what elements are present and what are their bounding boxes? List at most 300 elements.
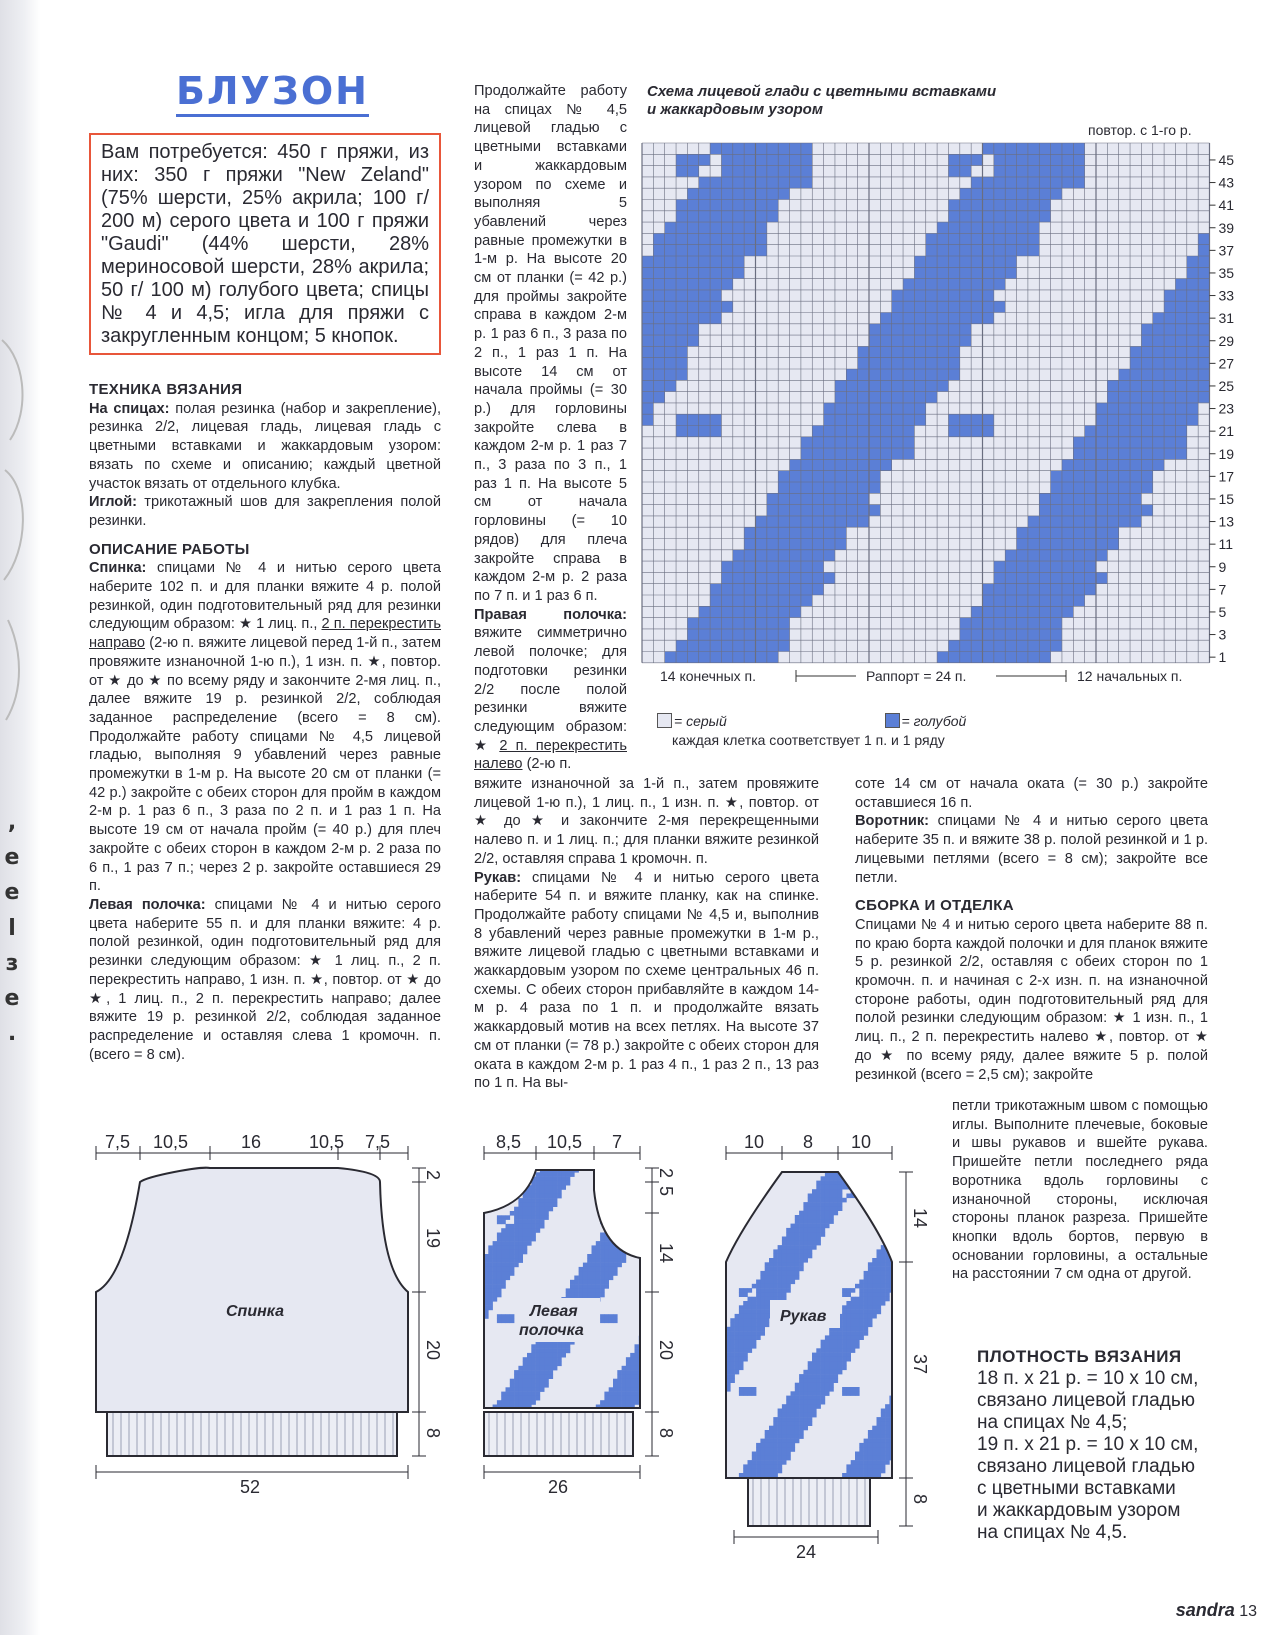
motif-cell	[630, 1400, 635, 1405]
motif-cell	[743, 1305, 748, 1310]
motif-cell	[739, 1348, 744, 1353]
chart-cell	[1085, 584, 1096, 595]
motif-cell	[864, 1331, 869, 1336]
chart-cell	[1073, 572, 1084, 583]
chart-cell	[824, 256, 835, 267]
chart-cell	[653, 539, 664, 550]
chart-cell	[1096, 313, 1107, 324]
motif-cell	[583, 1280, 588, 1285]
chart-cell	[1005, 584, 1016, 595]
chart-cell	[767, 177, 778, 188]
motif-cell	[821, 1353, 826, 1358]
chart-cell	[1130, 143, 1141, 154]
motif-cell	[622, 1379, 627, 1384]
chart-cell	[653, 256, 664, 267]
motif-cell	[549, 1198, 554, 1203]
chart-cell	[812, 267, 823, 278]
motif-cell	[497, 1271, 502, 1276]
motif-cell	[557, 1194, 562, 1199]
motif-cell	[592, 1288, 597, 1293]
back-side-dim-3: 20	[423, 1340, 443, 1361]
chart-cell	[756, 267, 767, 278]
chart-cell	[914, 358, 925, 369]
motif-cell	[769, 1434, 774, 1439]
chart-cell	[1119, 346, 1130, 357]
chart-cell	[1153, 471, 1164, 482]
chart-cell	[1073, 211, 1084, 222]
chart-cell	[903, 380, 914, 391]
chart-cell	[687, 618, 698, 629]
chart-cell	[721, 188, 732, 199]
front-side-dim-4: 20	[656, 1340, 676, 1361]
chart-cell	[846, 584, 857, 595]
motif-cell	[743, 1314, 748, 1319]
motif-cell	[739, 1353, 744, 1358]
chart-cell	[880, 279, 891, 290]
chart-cell	[812, 426, 823, 437]
chart-cell	[687, 505, 698, 516]
motif-cell	[735, 1340, 740, 1345]
motif-cell	[803, 1421, 808, 1426]
chart-cell	[914, 595, 925, 606]
chart-cell	[801, 313, 812, 324]
motif-cell	[816, 1370, 821, 1375]
motif-cell	[518, 1383, 523, 1388]
motif-cell	[600, 1241, 605, 1246]
row-label: 41	[1218, 197, 1235, 214]
motif-cell	[609, 1271, 614, 1276]
chart-cell	[880, 200, 891, 211]
chart-cell	[824, 640, 835, 651]
chart-cell	[1073, 482, 1084, 493]
motif-cell	[812, 1232, 817, 1237]
motif-cell	[855, 1469, 860, 1474]
motif-cell	[596, 1250, 601, 1255]
motif-cell	[778, 1258, 783, 1263]
chart-cell	[1198, 222, 1209, 233]
motif-cell	[760, 1452, 765, 1457]
chart-cell	[1198, 426, 1209, 437]
chart-cell	[937, 380, 948, 391]
chart-cell	[721, 380, 732, 391]
chart-cell	[687, 233, 698, 244]
chart-cell	[1175, 640, 1186, 651]
chart-cell	[948, 437, 959, 448]
motif-cell	[506, 1241, 511, 1246]
motif-cell	[821, 1374, 826, 1379]
chart-cell	[756, 245, 767, 256]
motif-cell	[829, 1357, 834, 1362]
chart-cell	[824, 539, 835, 550]
chart-cell	[721, 211, 732, 222]
chart-cell	[699, 482, 710, 493]
chart-cell	[767, 606, 778, 617]
chart-cell	[937, 606, 948, 617]
back-side-dim-1: 2	[423, 1170, 443, 1181]
chart-cell	[744, 392, 755, 403]
motif-cell	[799, 1374, 804, 1379]
motif-cell	[730, 1189, 735, 1194]
chart-cell	[1005, 245, 1016, 256]
chart-cell	[846, 482, 857, 493]
chart-cell	[835, 640, 846, 651]
motif-cell	[773, 1421, 778, 1426]
row-label: 7	[1218, 581, 1227, 598]
motif-cell	[769, 1280, 774, 1285]
motif-cell	[765, 1443, 770, 1448]
motif-cell	[803, 1202, 808, 1207]
motif-cell	[501, 1267, 506, 1272]
knitting-chart	[0, 0, 1275, 720]
chart-cell	[937, 256, 948, 267]
chart-cell	[1130, 516, 1141, 527]
chart-cell	[892, 256, 903, 267]
motif-cell	[549, 1374, 554, 1379]
motif-cell	[518, 1228, 523, 1233]
motif-cell	[561, 1344, 566, 1349]
chart-cell	[903, 550, 914, 561]
chart-cell	[744, 437, 755, 448]
motif-cell	[617, 1207, 622, 1212]
chart-cell	[994, 448, 1005, 459]
chart-cell	[1073, 358, 1084, 369]
motif-cell	[622, 1370, 627, 1375]
chart-cell	[914, 629, 925, 640]
chart-cell	[1153, 584, 1164, 595]
chart-cell	[846, 392, 857, 403]
chart-cell	[1141, 279, 1152, 290]
motif-cell	[630, 1379, 635, 1384]
motif-cell	[635, 1400, 640, 1405]
chart-bottom-labels	[660, 668, 1182, 684]
chart-cell	[790, 166, 801, 177]
chart-cell	[756, 301, 767, 312]
chart-cell	[835, 267, 846, 278]
motif-cell	[791, 1404, 796, 1409]
chart-cell	[914, 516, 925, 527]
chart-cell	[1164, 426, 1175, 437]
motif-cell	[735, 1314, 740, 1319]
chart-cell	[790, 346, 801, 357]
chart-cell	[801, 200, 812, 211]
chart-cell	[1051, 346, 1062, 357]
chart-cell	[926, 380, 937, 391]
chart-cell	[778, 324, 789, 335]
chart-cell	[892, 335, 903, 346]
chart-cell	[1062, 572, 1073, 583]
chart-cell	[937, 618, 948, 629]
motif-cell	[808, 1400, 813, 1405]
chart-cell	[1187, 211, 1198, 222]
chart-cell	[926, 403, 937, 414]
motif-cell	[760, 1284, 765, 1289]
motif-cell	[825, 1215, 830, 1220]
motif-cell	[795, 1258, 800, 1263]
work-heading: ОПИСАНИЕ РАБОТЫ	[89, 540, 250, 558]
motif-cell	[518, 1198, 523, 1203]
chart-cell	[1096, 629, 1107, 640]
chart-cell	[1085, 188, 1096, 199]
chart-cell	[1096, 516, 1107, 527]
chart-cell	[1062, 279, 1073, 290]
motif-cell	[834, 1340, 839, 1345]
chart-cell	[1039, 279, 1050, 290]
chart-cell	[869, 392, 880, 403]
chart-cell	[790, 482, 801, 493]
chart-cell	[880, 267, 891, 278]
motif-cell	[626, 1207, 631, 1212]
motif-cell	[514, 1392, 519, 1397]
chart-cell	[994, 188, 1005, 199]
motif-cell	[518, 1387, 523, 1392]
motif-cell	[773, 1262, 778, 1267]
chart-cell	[699, 245, 710, 256]
chart-cell	[1039, 584, 1050, 595]
chart-cell	[1153, 414, 1164, 425]
chart-cell	[1141, 403, 1152, 414]
chart-cell	[721, 358, 732, 369]
chart-cell	[1198, 516, 1209, 527]
motif-cell	[786, 1413, 791, 1418]
gutter-letters	[2, 805, 22, 1051]
chart-cell	[869, 493, 880, 504]
chart-cell	[1119, 459, 1130, 470]
motif-cell	[493, 1280, 498, 1285]
motif-cell	[730, 1323, 735, 1328]
motif-cell	[803, 1378, 808, 1383]
chart-cell	[835, 380, 846, 391]
chart-cell	[687, 380, 698, 391]
chart-cell	[767, 256, 778, 267]
chart-cell	[948, 561, 959, 572]
right-front-description: Правая полочка: вяжите симметрично левой полочке; для подготовки резинки 2/2 после полой резинки вяжите следующим образом: ★ 2 п. перекрестить налево (2-ю п.	[474, 606, 627, 773]
chart-cell	[1051, 471, 1062, 482]
motif-cell	[544, 1383, 549, 1388]
chart-cell	[687, 426, 698, 437]
motif-cell	[735, 1323, 740, 1328]
chart-cell	[1051, 437, 1062, 448]
chart-cell	[721, 392, 732, 403]
chart-cell	[1175, 335, 1186, 346]
chart-cell	[744, 471, 755, 482]
chart-cell	[1164, 527, 1175, 538]
motif-cell	[829, 1348, 834, 1353]
chart-cell	[892, 516, 903, 527]
chart-cell	[790, 267, 801, 278]
motif-cell	[622, 1245, 627, 1250]
chart-cell	[880, 482, 891, 493]
chart-cell	[1130, 550, 1141, 561]
chart-cell	[767, 652, 778, 663]
chart-cell	[1062, 595, 1073, 606]
motif-cell	[773, 1460, 778, 1465]
chart-cell	[699, 561, 710, 572]
chart-cell	[846, 143, 857, 154]
motif-cell	[609, 1258, 614, 1263]
motif-cell	[523, 1220, 528, 1225]
chart-cell	[948, 166, 959, 177]
chart-cell	[687, 166, 698, 177]
chart-cell	[1005, 200, 1016, 211]
chart-cell	[835, 301, 846, 312]
motif-cell	[816, 1241, 821, 1246]
chart-cell	[642, 539, 653, 550]
motif-cell	[889, 1237, 894, 1242]
chart-cell	[1085, 606, 1096, 617]
motif-cell	[583, 1271, 588, 1276]
motif-cell	[748, 1181, 753, 1186]
chart-cell	[767, 561, 778, 572]
chart-cell	[1187, 652, 1198, 663]
chart-cell	[903, 426, 914, 437]
chart-cell	[914, 335, 925, 346]
motif-cell	[872, 1473, 877, 1478]
motif-cell	[626, 1241, 631, 1246]
chart-cell	[1017, 448, 1028, 459]
motif-cell	[872, 1452, 877, 1457]
chart-cell	[937, 482, 948, 493]
motif-cell	[570, 1284, 575, 1289]
motif-cell	[743, 1464, 748, 1469]
motif-cell	[803, 1383, 808, 1388]
motif-cell	[791, 1258, 796, 1263]
motif-cell	[795, 1237, 800, 1242]
chart-cell	[1028, 471, 1039, 482]
motif-cell	[549, 1172, 554, 1177]
chart-cell	[778, 572, 789, 583]
chart-cell	[767, 392, 778, 403]
chart-cell	[1164, 256, 1175, 267]
motif-cell	[851, 1464, 856, 1469]
motif-cell	[626, 1396, 631, 1401]
chart-cell	[733, 324, 744, 335]
motif-cell	[579, 1280, 584, 1285]
motif-cell	[881, 1284, 886, 1289]
chart-cell	[1017, 471, 1028, 482]
motif-cell	[872, 1288, 877, 1293]
chart-cell	[835, 346, 846, 357]
chart-cell	[846, 437, 857, 448]
chart-cell	[653, 324, 664, 335]
chart-cell	[1187, 572, 1198, 583]
motif-cell	[626, 1362, 631, 1367]
chart-cell	[824, 561, 835, 572]
chart-cell	[892, 539, 903, 550]
chart-cell	[1062, 188, 1073, 199]
motif-cell	[872, 1426, 877, 1431]
chart-cell	[676, 426, 687, 437]
motif-cell	[864, 1297, 869, 1302]
motif-cell	[885, 1434, 890, 1439]
chart-cell	[971, 324, 982, 335]
chart-cell	[1175, 154, 1186, 165]
motif-cell	[821, 1391, 826, 1396]
chart-cell	[926, 640, 937, 651]
chart-cell	[846, 618, 857, 629]
chart-cell	[846, 369, 857, 380]
chart-cell	[778, 166, 789, 177]
motif-cell	[639, 1211, 644, 1216]
chart-cell	[960, 539, 971, 550]
chart-cell	[1153, 301, 1164, 312]
chart-cell	[1107, 516, 1118, 527]
chart-cell	[1164, 380, 1175, 391]
chart-cell	[903, 245, 914, 256]
chart-cell	[1130, 640, 1141, 651]
chart-cell	[721, 606, 732, 617]
chart-cell	[756, 482, 767, 493]
motif-cell	[510, 1392, 515, 1397]
chart-cell	[1073, 426, 1084, 437]
chart-cell	[835, 313, 846, 324]
motif-cell	[743, 1176, 748, 1181]
motif-cell	[726, 1194, 731, 1199]
motif-cell	[795, 1254, 800, 1259]
motif-cell	[851, 1391, 856, 1396]
chart-cell	[756, 629, 767, 640]
motif-cell	[808, 1202, 813, 1207]
chart-cell	[1198, 471, 1209, 482]
chart-cell	[914, 448, 925, 459]
motif-cell	[752, 1473, 757, 1478]
motif-cell	[635, 1357, 640, 1362]
chart-cell	[983, 459, 994, 470]
motif-cell	[808, 1404, 813, 1409]
chart-cell	[1164, 245, 1175, 256]
chart-cell	[960, 245, 971, 256]
chart-cell	[1028, 652, 1039, 663]
motif-cell	[821, 1344, 826, 1349]
chart-cell	[1198, 143, 1209, 154]
chart-cell	[1039, 188, 1050, 199]
row-label: 33	[1218, 287, 1235, 304]
chart-cell	[778, 403, 789, 414]
chart-cell	[914, 426, 925, 437]
chart-cell	[1164, 324, 1175, 335]
chart-cell	[971, 572, 982, 583]
motif-cell	[630, 1215, 635, 1220]
chart-cell	[710, 426, 721, 437]
chart-cell	[665, 482, 676, 493]
chart-cell	[858, 652, 869, 663]
chart-cell	[858, 143, 869, 154]
motif-cell	[791, 1426, 796, 1431]
chart-cell	[790, 618, 801, 629]
motif-cell	[553, 1344, 558, 1349]
chart-cell	[687, 448, 698, 459]
motif-cell	[838, 1331, 843, 1336]
chart-cell	[1073, 448, 1084, 459]
chart-cell	[801, 324, 812, 335]
chart-cell	[858, 505, 869, 516]
chart-cell	[1062, 606, 1073, 617]
motif-cell	[613, 1383, 618, 1388]
chart-cell	[983, 166, 994, 177]
chart-cell	[835, 166, 846, 177]
motif-cell	[846, 1387, 851, 1392]
chart-cell	[892, 561, 903, 572]
motif-cell	[752, 1340, 757, 1345]
chart-cell	[699, 358, 710, 369]
chart-cell	[880, 539, 891, 550]
chart-cell	[880, 505, 891, 516]
motif-cell	[864, 1318, 869, 1323]
chart-cell	[914, 505, 925, 516]
motif-cell	[821, 1357, 826, 1362]
chart-cell	[824, 324, 835, 335]
chart-cell	[790, 516, 801, 527]
motif-cell	[846, 1464, 851, 1469]
